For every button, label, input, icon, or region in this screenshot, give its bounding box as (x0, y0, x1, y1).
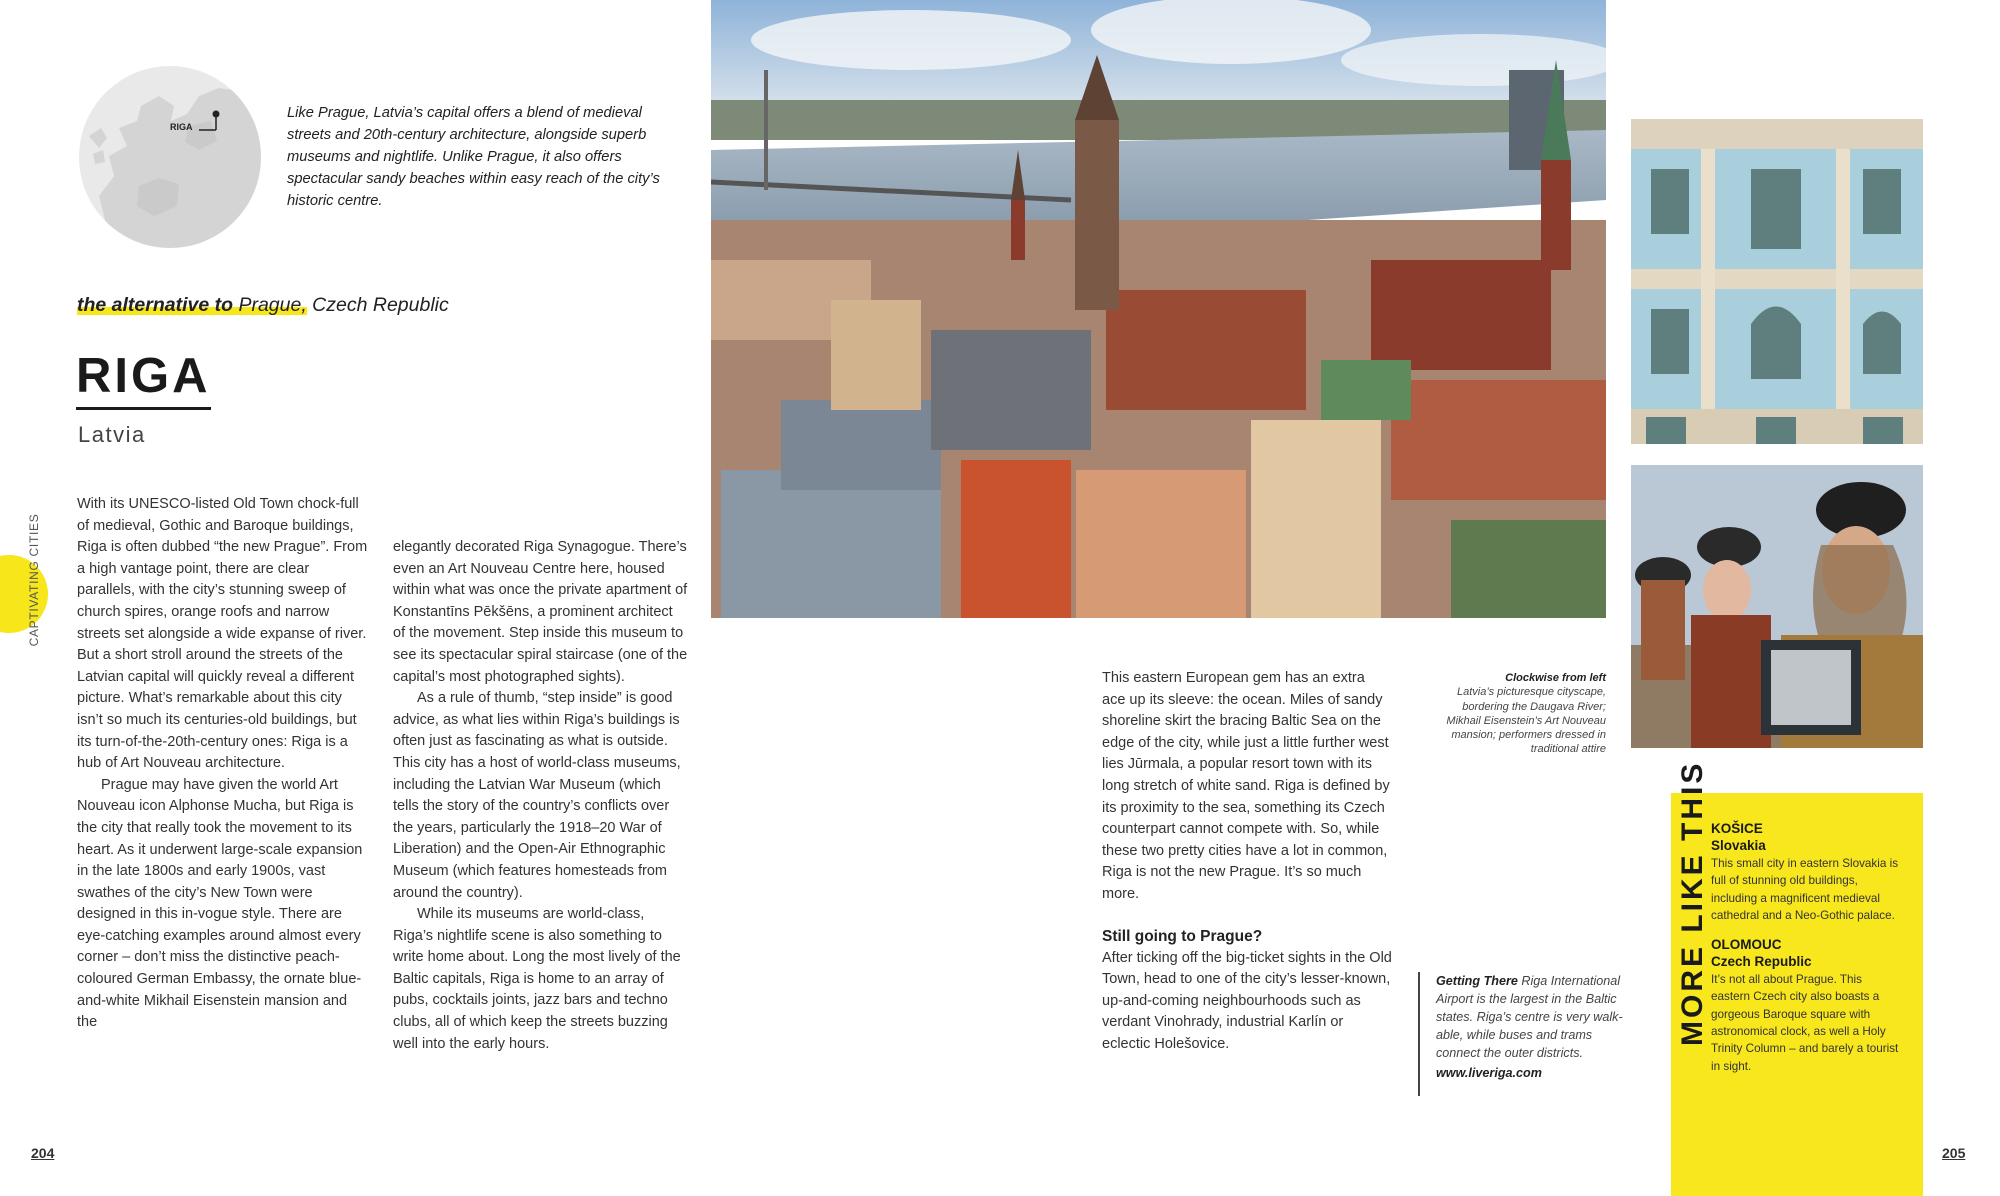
body-column-2 (393, 537, 688, 1055)
alternative-to-line (77, 294, 449, 317)
country-subtitle: Latvia (78, 422, 146, 447)
alternative-city: Prague, (233, 294, 307, 316)
paragraph: elegantly decorated Riga Synagogue. There’s even an Art Nouveau Centre here, housed within what was once the private apartment of Konstantīns Pēkšēns, a prominent architect of the movement. Step inside this museum to see its spectacular spiral staircase (one of the capital’s most photographed sights). (393, 539, 688, 685)
locator-map (79, 66, 261, 248)
alternative-country: Czech Republic (306, 294, 449, 316)
art-nouveau-mansion-photo (1631, 119, 1923, 444)
destination-name: OLOMOUC (1711, 937, 1782, 953)
alternative-lead: the alternative to (77, 294, 234, 316)
intro-text: Like Prague, Latvia’s capital offers a blend of medieval streets and 20th-century architecture, alongside superb museums and nightlife. Unlike Prague, it also offers spectacular sandy beaches within easy reach of the city’s historic centre. (287, 105, 660, 209)
page-number-right: 205 (1942, 1145, 1966, 1161)
paragraph: While its museums are world-class, Riga’s nightlife scene is also something to write home about. Long the most lively of the Baltic capitals, Riga is home to an array of pubs, cocktails joints, jazz bars and techno clubs, all of which keep the streets buzzing well into the early hours. (393, 906, 681, 1052)
destination-name: KOŠICE (1711, 821, 1763, 836)
performers-photo (1631, 465, 1923, 748)
list-item (1711, 936, 1903, 1075)
getting-there-heading: Getting There (1436, 974, 1518, 988)
getting-there-box (1418, 972, 1624, 1096)
page-number-left: 204 (31, 1145, 55, 1161)
riga-cityscape-photo (711, 0, 1606, 618)
more-like-this-list (1711, 820, 1903, 1087)
getting-there-text: Riga International Airport is the largest in the Baltic states. Riga’s centre is very walk-able, while buses and trams connect the outer districts. (1436, 974, 1623, 1060)
destination-country: Slovakia (1711, 838, 1766, 853)
destination-country: Czech Republic (1711, 954, 1812, 970)
paragraph: After ticking off the big-ticket sights in the Old Town, head to one of the city’s lesser-known, up-and-coming neighbourhoods such as verdant Vinohrady, industrial Karlín or eclectic Holešovice. (1102, 949, 1392, 1052)
section-tab-label: CAPTIVATING CITIES (27, 513, 41, 647)
destination-description: This small city in eastern Slovakia is full of stunning old buildings, including a magnificent medieval cathedral and a Neo-Gothic palace. (1711, 857, 1899, 922)
more-like-this-title: MORE LIKE THIS (1676, 760, 1709, 1046)
still-going-heading: Still going to Prague? (1102, 927, 1263, 945)
destination-description: It’s not all about Prague. This eastern Czech city also boasts a gorgeous Baroque square with astronomical clock, as well a Holy Trinity Column – and barely a tourist in sight. (1711, 973, 1899, 1073)
europe-map-graphic (79, 66, 261, 248)
body-column-3 (1102, 668, 1392, 1056)
paragraph: This eastern European gem has an extra ace up its sleeve: the ocean. Miles of sandy shoreline skirt the bracing Baltic Sea on the edge of the city, while just a little further west lies Jūrmala, a popular resort town with its long stretch of white sand. Riga is defined by its proximity to the sea, something its Czech counterpart cannot compete with. So, while these two pretty cities have a lot in common, Riga is not the new Prague. It’s so much more. (1102, 670, 1390, 902)
body-column-1 (77, 494, 369, 1034)
list-item (1711, 820, 1903, 924)
website-link[interactable]: www.liveriga.com (1436, 1066, 1542, 1080)
paragraph: With its UNESCO-listed Old Town chock-full of medieval, Gothic and Baroque buildings, Riga is often dubbed “the new Prague”. From a high vantage point, there are clear parallels, with the city’s stunning sweep of church spires, orange roofs and narrow streets set alongside a wide expanse of river. But a short stroll around the streets of the Latvian capital will quickly reveal a different picture. What’s remarkable about this city isn’t so much its centuries-old buildings, but its turn-of-the-20th-century ones: Riga is a hub of Art Nouveau architecture. (77, 496, 368, 772)
caption-text: Latvia’s picturesque cityscape, bordering the Daugava River; Mikhail Eisenstein’s Art Nouveau mansion; performers dressed in traditional attire (1446, 686, 1606, 756)
page-title: RIGA (76, 352, 211, 410)
caption-heading: Clockwise from left (1505, 672, 1606, 684)
map-label: RIGA (170, 122, 193, 132)
paragraph: As a rule of thumb, “step inside” is good advice, as what lies within Riga’s buildings is often just as fascinating as what is outside. This city has a host of world-class museums, including the Latvian War Museum (which tells the story of the country’s conflicts over the years, particularly the 1918–20 War of Liberation) and the Open-Air Ethnographic Museum (which features homesteads from around the country). (393, 690, 681, 901)
photo-caption (1440, 671, 1606, 757)
paragraph: Prague may have given the world Art Nouveau icon Alphonse Mucha, but Riga is the city that really took the movement to its heart. As it underwent large-scale expansion in the late 1800s and early 1900s, vast swathes of the city’s New Town were designed in this in-vogue style. There are eye-catching examples around almost every corner – don’t miss the distinctive peach-coloured German Embassy, the ornate blue-and-white Mikhail Eisenstein mansion and the (77, 776, 363, 1031)
